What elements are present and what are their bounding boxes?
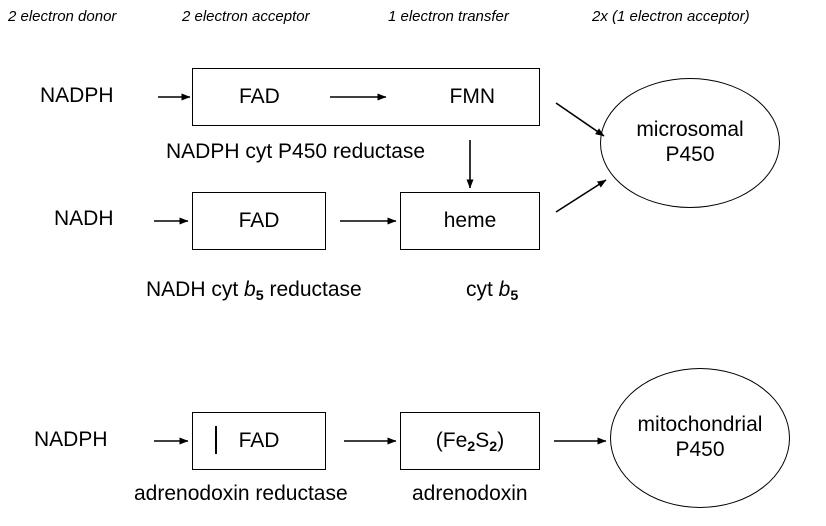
pathway2-heme-label: heme bbox=[443, 209, 497, 232]
pathway3-fes-pre: (Fe bbox=[435, 429, 468, 452]
microsomal-p450-line1: microsomal bbox=[636, 118, 744, 142]
pathway2-cyt-label bbox=[466, 278, 518, 302]
pathway3-fes-box bbox=[400, 412, 540, 470]
mitochondrial-p450-circle bbox=[610, 368, 790, 508]
pathway1-fmn-label: FMN bbox=[449, 85, 495, 108]
header-one-electron-acceptor: 2x (1 electron acceptor) bbox=[592, 8, 750, 25]
pathway3-carrier-label: adrenodoxin bbox=[412, 482, 528, 505]
microsomal-p450-line2: P450 bbox=[665, 143, 715, 166]
arrow-fmn-to-microsomal bbox=[556, 103, 604, 136]
pathway3-fes-sub1: 2 bbox=[467, 438, 476, 455]
pathway2-enzyme-post: reductase bbox=[263, 278, 362, 301]
header-electron-acceptor: 2 electron acceptor bbox=[182, 8, 310, 25]
pathway1-fad-label: FAD bbox=[239, 85, 280, 108]
pathway3-fes-sub2: 2 bbox=[489, 438, 498, 455]
mitochondrial-p450-line1: mitochondrial bbox=[637, 413, 763, 437]
pathway3-fes-post: ) bbox=[497, 429, 505, 452]
pathway2-fad-label: FAD bbox=[238, 209, 280, 232]
pathway3-fes-label bbox=[436, 429, 504, 453]
arrow-heme-to-microsomal bbox=[556, 180, 606, 212]
pathway2-cyt-b: b bbox=[498, 278, 511, 301]
pathway1-donor-label: NADPH bbox=[40, 84, 114, 107]
pathway1-reductase-box bbox=[192, 68, 540, 126]
pathway2-heme-box bbox=[400, 192, 540, 250]
pathway3-fad-tick bbox=[215, 426, 217, 454]
pathway2-enzyme-label bbox=[146, 278, 362, 302]
header-electron-transfer: 1 electron transfer bbox=[388, 8, 509, 25]
mitochondrial-p450-line2: P450 bbox=[675, 438, 725, 461]
pathway2-enzyme-sub: 5 bbox=[255, 287, 264, 304]
pathway3-fes-mid: S bbox=[475, 429, 490, 452]
pathway2-fad-box bbox=[192, 192, 326, 250]
pathway2-donor-label: NADH bbox=[54, 207, 114, 230]
pathway2-enzyme-b: b bbox=[244, 278, 256, 301]
microsomal-p450-circle bbox=[600, 78, 780, 208]
pathway3-fad-label: FAD bbox=[238, 429, 280, 452]
pathway3-donor-label: NADPH bbox=[34, 428, 108, 451]
pathway3-fad-box bbox=[192, 412, 326, 470]
pathway2-cyt-sub: 5 bbox=[510, 287, 519, 304]
header-electron-donor: 2 electron donor bbox=[8, 8, 117, 25]
pathway2-cyt-pre: cyt bbox=[466, 278, 499, 301]
pathway2-enzyme-pre: NADH cyt bbox=[146, 278, 245, 301]
pathway3-enzyme-label: adrenodoxin reductase bbox=[134, 482, 348, 505]
pathway1-enzyme-label: NADPH cyt P450 reductase bbox=[166, 140, 426, 163]
